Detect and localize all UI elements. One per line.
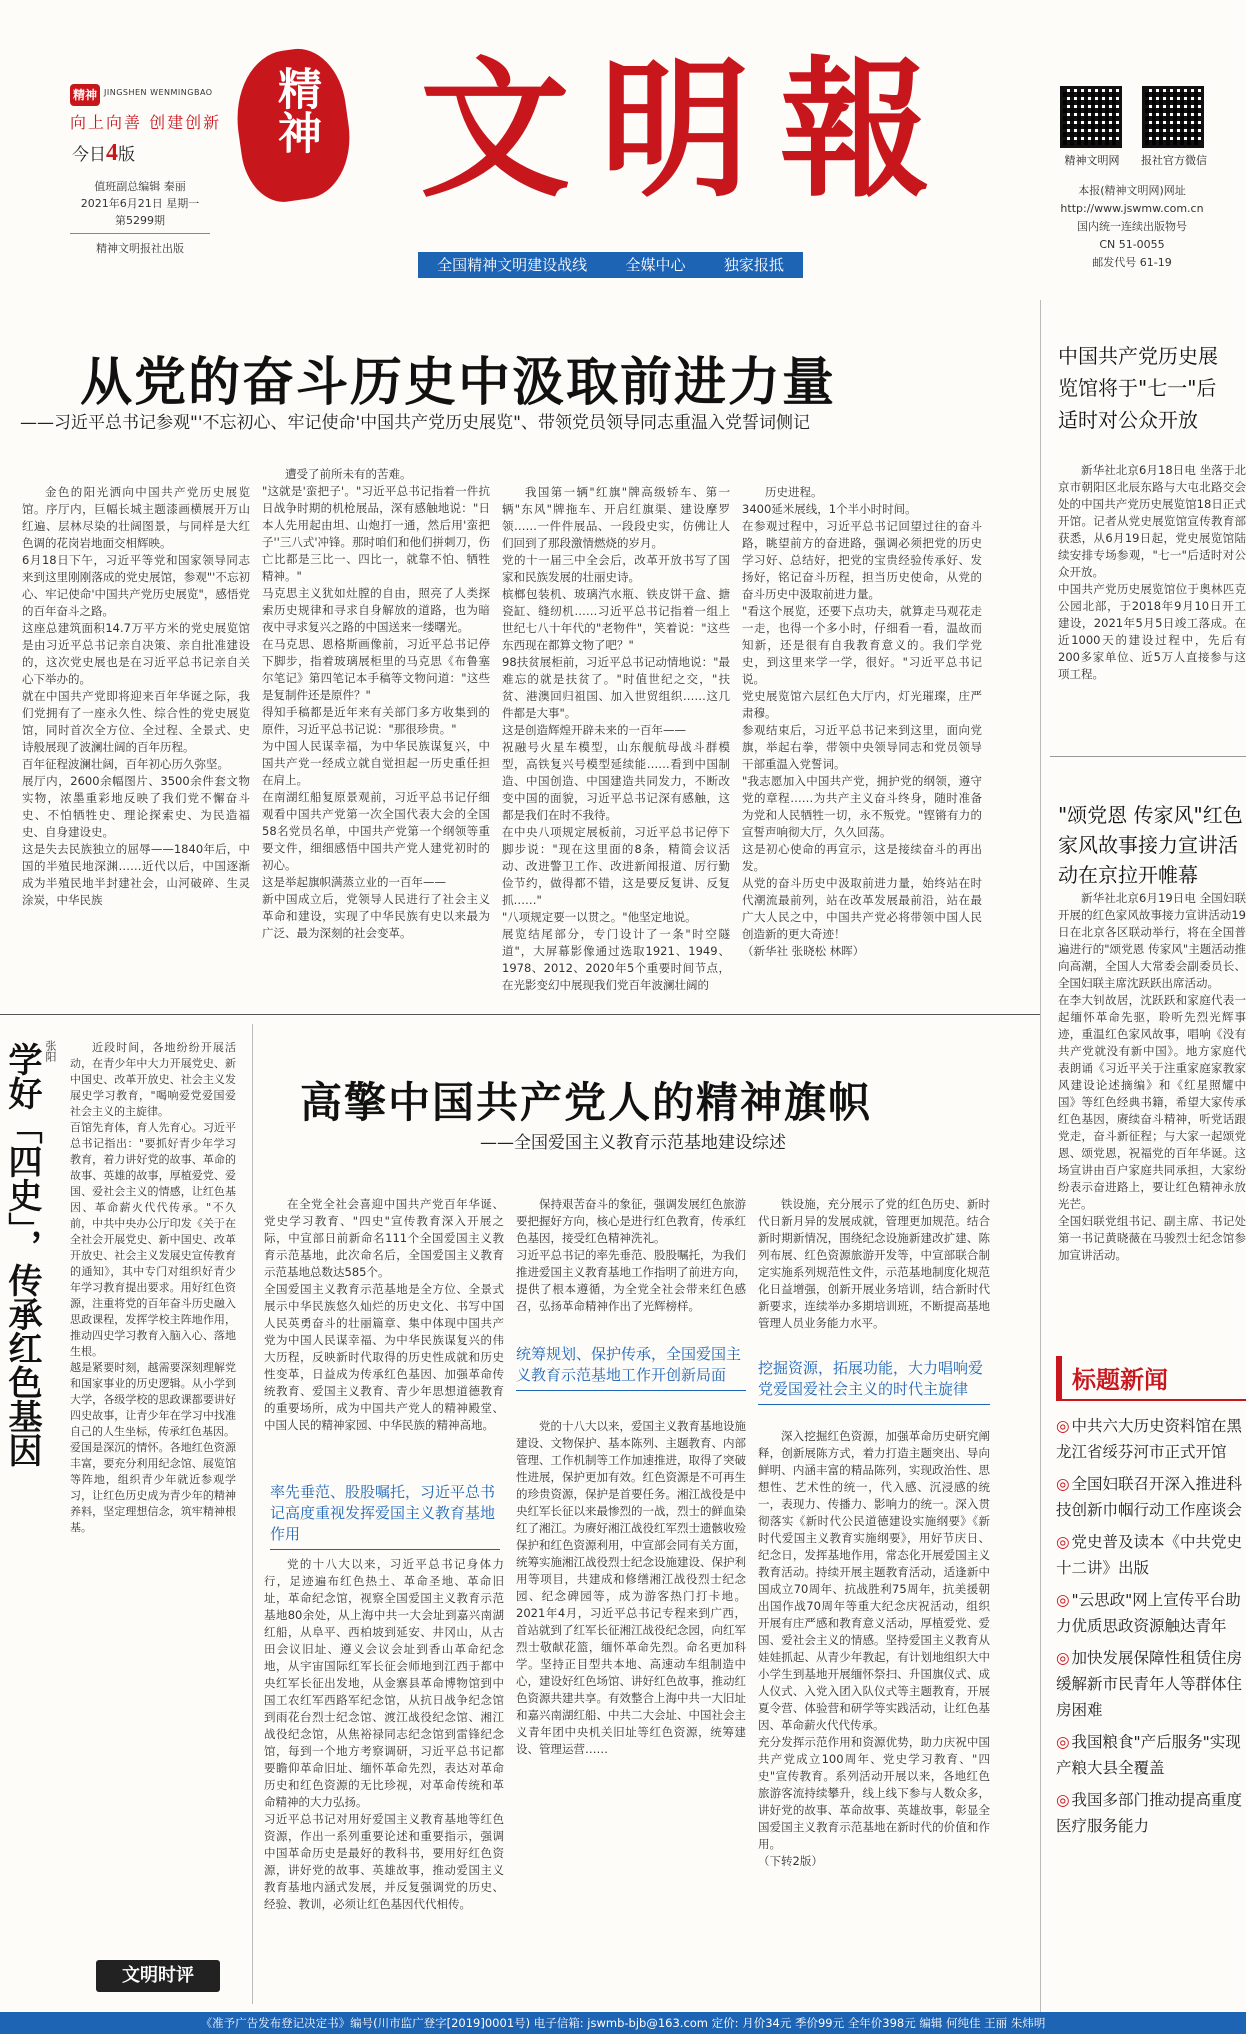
headline-news-title: 标题新闻 [1072, 1366, 1168, 1394]
second-col-1b: 党的十八大以来，习近平总书记身体力行，足迹遍布红色热土、革命圣地、革命旧址，革命纪念馆，视察全国爱国主义教育示范基地80余处，从上海中共一大会址到嘉兴南湖红船，从阜平、西柏坡到延安、井冈山，从古田会议旧址、遵义会议会址到香山革命纪念地，从宇宙国际红军长征会师地到江西于都中央红军长征出发地，从金寨县革命博物馆到中国工农红军西路军纪念馆，从抗日战争纪念馆到雨花台烈士纪念馆、渡江战役纪念馆、湘江战役纪念馆，从焦裕禄同志纪念馆到雷锋纪念馆，每到一个地方考察调研，习近平总书记都要瞻仰革命旧址、缅怀革命先烈，表达对革命历史和红色资源的无比珍视，对革命传统和革命精神的大力弘扬。 习近平总书记对用好爱国主义教育基地等红色资源，作出一系列重要论述和重要指示，强调中国革命历史是最好的教科书，要用好红色资源，讲好党的故事、英雄故事，推动爱国主义教育基地内涵式发展，并反复强调党的历史、经验、教训，必须让红色基因代代相传。 [264, 1557, 504, 1911]
headline-item-text: "云思政"网上宣传平台助力优质思政资源触达青年 [1056, 1591, 1241, 1635]
banner-item: 全媒中心 [625, 256, 686, 274]
section-divider [0, 1014, 1040, 1015]
today-issue [72, 140, 135, 167]
site-url[interactable]: http://www.jswmw.com.cn [1060, 202, 1204, 215]
circle-icon: ◎ [1056, 1475, 1070, 1493]
second-col-3b: 深入挖掘红色资源，加强革命历史研究阐释，创新展陈方式，着力打造主题突出、导向鲜明、内涵丰富的精品陈列，实现政治性、思想性、艺术性的统一，代入感、沉浸感的统一，表现力、传播力、影响力的统一。深入贯彻落实《新时代公民道德建设实施纲要》《新时代爱国主义教育实施纲要》，用好节庆日、纪念日，发挥基地作用，常态化开展爱国主义教育活动。持续开展主题教育活动，适逢新中国成立70周年、抗战胜利75周年，抗美援朝出国作战70周年等重大纪念庆祝活动，组织开展有庄严感和教育意义活动，厚植爱党、爱国、爱社会主义的情感。坚持爱国主义教育从娃娃抓起、从青少年教起，有计划地组织大中小学生到基地开展缅怀祭扫、升国旗仪式、成人仪式、入党入团入队仪式等主题教育，开展夏令营、体验营和研学等实践活动，让红色基因、革命薪火代代传承。 充分发挥示范作用和资源优势，助力庆祝中国共产党成立100周年、党史学习教育、"四史"宣传教育。系列活动开展以来，各地红色旅游客流持续攀升，线上线下参与人数众多，讲好党的故事、革命故事、英雄故事，彰显全国爱国主义教育示范基地在新时代的价值和作用。 （下转2版） [758, 1429, 990, 1868]
right-divider [1050, 756, 1246, 757]
site-info [1052, 182, 1212, 272]
second-col-1: 在全党全社会喜迎中国共产党百年华诞、党史学习教育、"四史"宣传教育深入开展之际，中宣部日前新命名111个全国爱国主义教育示范基地，此次命名后，全国爱国主义教育示范基地总数达585个。 全国爱国主义教育示范基地是全方位、全景式展示中华民族悠久灿烂的历史文化、书写中国人民英勇奋斗的壮丽篇章、集中体现中国共产党为中国人民谋幸福、为中华民族谋复兴的伟大历程，反映新时代取得的历史性成就和历史性变革，日益成为传承红色基因、加强革命传统教育、爱国主义教育、青少年思想道德教育的重要场所，成为中国共产党人的精神殿堂、中国人民的精神家园、中华民族的精神高地。 [264, 1197, 504, 1432]
editor: 值班副总编辑 秦丽 [94, 180, 186, 193]
headline-item[interactable] [1056, 1529, 1246, 1581]
commentary-column-logo: 文明时评 [96, 1960, 220, 1992]
headline-item[interactable] [1056, 1729, 1246, 1781]
date: 2021年6月21日 星期一 [80, 197, 200, 210]
brand-en: JINGSHEN WENMINGBAO [104, 88, 213, 97]
commentary-body: 近段时间，各地纷纷开展活动，在青少年中大力开展党史、新中国史、改革开放史、社会主义发展史学习教育，"喝响爱党爱国爱社会主义的主旋律。 百馆先育体，育人先育心。习近平总书记指出："要抓好青少年学习教育，着力讲好党的故事、革命的故事、英雄的故事，厚植爱党、爱国、爱社会主义的情感，让红色基因、革命薪火代代传承。"不久前，中共中央办公厅印发《关于在全社会开展党史、新中国史、改革开放史、社会主义发展史宣传教育的通知》，其中专门对组织好青少年学习教育提出要求。用好红色资源，注重将党的百年奋斗历史融入思政课程，发挥学校主阵地作用，推动四史学习教育入脑入心、落地生根。 越是紧要时刻，越需要深刻理解党和国家事业的历史逻辑。从小学到大学，各级学校的思政课都要讲好四史故事，让青少年在学习中找准自己的人生坐标，传承红色基因。 爱国是深沉的情怀。各地红色资源丰富，要充分利用纪念馆、展览馆等阵地，组织青少年就近参观学习，让红色历史成为青少年的精神养料，坚定理想信念，筑牢精神根基。 [70, 1041, 236, 1534]
headline-item[interactable] [1056, 1787, 1246, 1839]
site-info-line: 本报(精神文明网)网址 [1078, 184, 1186, 197]
headline-news-header [1056, 1356, 1246, 1401]
circle-icon: ◎ [1056, 1417, 1070, 1435]
footer-bar: 《准予广告发布登记决定书》编号(川市监广登字[2019]0001号) 电子信箱: jswmb-bjb@163.com 定价: 月价34元 季价99元 全年价398元 编辑 何纯佳 王丽 朱炜明 [0, 2012, 1246, 2034]
brand-logo: 精神 [70, 84, 100, 106]
headline-item-text: 加快发展保障性租赁住房 缓解新市民青年人等群体住房困难 [1056, 1649, 1243, 1719]
headline-item-text: 全国妇联召开深入推进科技创新巾帼行动工作座谈会 [1056, 1475, 1243, 1519]
qr-code-website[interactable] [1060, 86, 1122, 148]
issue: 第5299期 [115, 214, 165, 227]
site-info-line: 国内统一连续出版物号 [1077, 220, 1187, 233]
banner-item: 独家报抵 [723, 256, 784, 274]
column-divider [252, 1024, 253, 2004]
site-info-line: CN 51-0055 [1099, 238, 1165, 251]
right-story-2-body: 新华社北京6月19日电 全国妇联开展的红色家风故事接力宣讲活动19日在北京各区联动举行，将在全国普遍进行的"颂党恩 传家风"主题活动推向高潮，全国人大常委会副委员长、全国妇联主席沈跃跃出席活动。 在李大钊故居，沈跃跃和家庭代表一起缅怀革命先驱，聆听先烈光辉事迹，重温红色家风故事，唱响《没有共产党就没有新中国》。地方家庭代表朗诵《习近平关于注重家庭家教家风建设论述摘编》和《红星照耀中国》等红色经典书籍，希望大家传承红色基因，赓续奋斗精神，听党话跟党走，奋斗新征程；与大家一起颂党恩、颂党恩，祝福党的百年华诞。这场宣讲由百户家庭共同承担，大家纷纷表示奋进路上，要让红色精神永放光芒。 全国妇联党组书记、副主席、书记处第一书记黄晓薇在马骏烈士纪念馆参加宣讲活动。 [1058, 891, 1246, 1262]
second-title: 高擎中国共产党人的精神旗帜 [300, 1078, 873, 1127]
second-subtitle: ——全国爱国主义教育示范基地建设综述 [480, 1133, 786, 1153]
headline-item[interactable] [1056, 1587, 1246, 1639]
commentary-title: 学好「四史」，传承红色基因 [2, 1042, 42, 1467]
subhead-2: 统筹规划、保护传承，全国爱国主义教育示范基地工作开创新局面 [516, 1344, 746, 1391]
banner-item: 全国精神文明建设战线 [437, 256, 588, 274]
qr-label: 报社官方微信 [1141, 154, 1207, 167]
second-col-2: 保持艰苦奋斗的象征，强调发展红色旅游要把握好方向，核心是进行红色教育，传承红色基因，接受红色精神洗礼。 习近平总书记的率先垂范、股股嘱托，为我们推进爱国主义教育基地工作指明了前进方向，提供了根本遵循，为全党全社会带来红色感召，弘扬革命精神作出了光辉榜样。 [516, 1197, 746, 1313]
lead-column-3: 我国第一辆"红旗"牌高级轿车、第一辆"东风"牌拖车、开启红旗渠、建设摩罗领……一件件展品、一段段史实，仿佛让人们回到了那段激情燃烧的岁月。 党的十一届三中全会后，改革开放书写了国家和民族发展的壮丽史诗。 槟榔包装机、玻璃汽水瓶、铁皮饼干盒、搪瓷缸、缝纫机……习近平总书记指着一组上世纪七八十年代的"老物件"，笑着说："这些东西现在都算文物了吧？" 98扶贫展柜前，习近平总书记动情地说："最难忘的就是扶贫了。"时值世纪之交，"扶贫、港澳回归祖国、加入世贸组织……这几件都是大事"。 这是创造辉煌开辟未来的一百年—— 祝融号火星车模型，山东舰航母战斗群模型，高铁复兴号模型延续能……看到中国制造、中国创造、中国建造共同发力，不断改变中国的面貌，习近平总书记深有感触，这都是我们在时不我待。 在中央八项规定展板前，习近平总书记停下脚步说："现在这里面的8条，精简会议活动、改进警卫工作、改进新闻报道、厉行勤俭节约，做得都不错，这是要反复讲、反复抓……" "八项规定要一以贯之。"他坚定地说。 展览结尾部分，专门设计了一条"时空隧道"，大屏幕影像通过选取1921、1949、1978、2012、2020年5个重要时间节点，在光影变幻中展现我们党百年波澜壮阔的 [502, 485, 730, 992]
title-calligraphy-small: 精神 [270, 66, 321, 154]
right-story-1-body: 新华社北京6月18日电 坐落于北京市朝阳区北辰东路与大屯北路交会处的中国共产党历史展览馆18日正式开馆。记者从党史展览馆宣传教育部获悉，从6月19日起，党史展览馆陆续安排专场参观，"七一"后适时对公众开放。 中国共产党历史展览馆位于奥林匹克公园北部，于2018年9月10日开工建设，2021年5月5日竣工落成。在近1000天的建设过程中，先后有200多家单位、近5万人直接参与这项工程。 [1058, 463, 1246, 681]
qr-code-wechat[interactable] [1142, 86, 1204, 148]
masthead [0, 0, 1246, 280]
headline-item[interactable] [1056, 1413, 1246, 1465]
lead-column-4: 历史进程。 3400延米展线，1个半小时时间。 在参观过程中，习近平总书记回望过往的奋斗路，眺望前方的奋进路，强调必须把党的历史学习好、总结好，把党的宝贵经验传承好、发扬好，铭记奋斗历程，担当历史使命，从党的奋斗历史中汲取前进力量。 "看这个展览，还要下点功夫，就算走马观花走一走，也得一个多小时，仔细看一看，温故而知新，还是很有自我教育意义的。我们学党史，到这里来学一学，很好。"习近平总书记说。 党史展览馆六层红色大厅内，灯光璀璨，庄严肃穆。 参观结束后，习近平总书记来到这里，面向党旗，举起右拳，带领中央领导同志和党员领导干部重温入党誓词。 "我志愿加入中国共产党，拥护党的纲领，遵守党的章程……为共产主义奋斗终身，随时准备为党和人民牺牲一切，永不叛党。"铿锵有力的宣誓声响彻大厅，久久回荡。 这是初心使命的再宣示，这是接续奋斗的再出发。 从党的奋斗历史中汲取前进力量，始终站在时代潮流最前列，站在改革发展最前沿，站在最广大人民之中，中国共产党必将带领中国人民创造新的更大奇迹！ （新华社 张晓松 林晖） [742, 485, 982, 958]
publisher: 精神文明报社出版 [70, 233, 210, 257]
commentary-author: 张阳 [44, 1040, 57, 1062]
circle-icon: ◎ [1056, 1733, 1070, 1751]
right-story-2-title: "颂党恩 传家风"红色家风故事接力宣讲活动在京拉开帷幕 [1058, 803, 1243, 887]
column-divider [1040, 300, 1041, 2020]
title-calligraphy-big: 文明報 [420, 42, 961, 218]
blue-banner [418, 252, 803, 278]
headline-item-text: 中共六大历史资料馆在黑龙江省绥芬河市正式开馆 [1056, 1417, 1243, 1461]
circle-icon: ◎ [1056, 1591, 1070, 1609]
slogan: 向上向善 创建创新 [70, 113, 222, 132]
headline-item-text: 党史普及读本《中共党史十二讲》出版 [1056, 1533, 1243, 1577]
editor-info [70, 178, 210, 257]
headline-item-text: 我国粮食"产后服务"实现产粮大县全覆盖 [1056, 1733, 1241, 1777]
subhead-1: 率先垂范、股股嘱托，习近平总书记高度重视发挥爱国主义教育基地作用 [270, 1482, 500, 1550]
headline-item-text: 我国多部门推动提高重度医疗服务能力 [1056, 1791, 1243, 1835]
circle-icon: ◎ [1056, 1649, 1070, 1667]
circle-icon: ◎ [1056, 1791, 1070, 1809]
second-col-3: 铁设施，充分展示了党的红色历史、新时代日新月异的发展成就，管理更加规范。结合新时期新情况，围绕纪念设施新建改扩建、陈列布展、红色资源旅游开发等，中宣部联合制定实施系列规范性文件，示范基地制度化规范化日益增强，创新开展业务培训，结合新时代新要求，连续举办多期培训班，不断提高基地管理人员业务能力水平。 [758, 1197, 990, 1330]
lead-subtitle: ——习近平总书记参观"'不忘初心、牢记使命'中国共产党历史展览"、带领党员领导同志重温入党誓词侧记 [20, 413, 810, 433]
headline-news-box [1056, 1356, 1246, 1996]
lead-column-1: 金色的阳光洒向中国共产党历史展览馆。序厅内，巨幅长城主题漆画横展开万山红遍、层林尽染的壮阔图景，与同样是大红色调的花岗岩地面交相辉映。 6月18日下午，习近平等党和国家领导同志来到这里刚刚落成的党史展馆，参观"'不忘初心、牢记使命'中国共产党历史展览"，感悟党的百年奋斗之路。 这座总建筑面积14.7万平方米的党史展览馆是由习近平总书记亲自决策、亲自批准建设的，这次党史展也是在习近平总书记亲自关心下举办的。 就在中国共产党即将迎来百年华诞之际，我们党拥有了一座永久性、综合性的党史展览馆，同时首次全方位、全过程、全景式、史诗般展现了波澜壮阔的百年历程。 百年征程波澜壮阔，百年初心历久弥坚。 展厅内，2600余幅图片、3500余件套文物实物，浓墨重彩地反映了我们党不懈奋斗史、不怕牺牲史、理论探索史、为民造福史、自身建设史。 这是失去民族独立的屈辱——1840年后，中国的半殖民地深渊……近代以后，中国逐渐成为半殖民地半封建社会，山河破碎、生灵涂炭，中华民族 [22, 485, 250, 907]
second-col-2b: 党的十八大以来，爱国主义教育基地设施建设、文物保护、基本陈列、主题教育、内部管理、工作机制等工作加速推进，取得了突破性进展，保护更加有效。红色资源是不可再生的珍贵资源，保护是首要任务。湘江战役是中央红军长征以来最惨烈的一战，烈士的鲜血染红了湘江。为赓好湘江战役红军烈士遗骸收殓保护和红色资源利用，中宣部会同有关方面，统筹实施湘江战役烈士纪念设施建设、保护利用等项目，共建成和修缮湘江战役烈士纪念园、纪念碑园等，成为游客热门打卡地。2021年4月，习近平总书记专程来到广西，首站就到了红军长征湘江战役纪念园，向红军烈士敬献花篮，缅怀革命先烈。命名更加科学。坚持正目型共本地、高速动车组制造中心，建设好红色场馆、讲好红色故事，推动红色资源共建共享。有效整合上海中共一大旧址和嘉兴南湖红船、中共二大会址、中国社会主义青年团中央机关旧址等红色资源，统筹建设、管理运营…… [516, 1419, 746, 1756]
site-info-line: 邮发代号 61-19 [1092, 256, 1172, 269]
today-count: 4 [106, 140, 118, 166]
lead-column-2: 遭受了前所未有的苦难。 "这就是'蛮把子'。"习近平总书记指着一件抗日战争时期的机枪展品，深有感触地说："日本人先用起由坦、山炮打一通，然后用'蛮把子''三八式'冲锋。那时咱们和他们拼刺刀，伤亡比都是三比一、四比一，就靠不怕、牺牲精神。" 马克思主义犹如灶膛的自由，照亮了人类探索历史规律和寻求自身解放的道路，也为暗夜中寻求复兴之路的中国送来一缕曙光。 在马克思、恩格斯画像前，习近平总书记停下脚步，指着玻璃展柜里的马克思《布鲁塞尔笔记》第四笔记本手稿等文物问道："这些是复制件还是原件？" 得知手稿都是近年来有关部门多方收集到的原件，习近平总书记说："那很珍贵。" 为中国人民谋幸福，为中华民族谋复兴，中国共产党一经成立就自觉担起一历史重任担在肩上。 在南湖红船复原景观前，习近平总书记仔细观看中国共产党第一次全国代表大会的全国58名党员名单，中国共产党第一个纲领等重要文件，细细感悟中国共产党人建党初时的初心。 这是举起旗帜满蒸立业的一百年—— 新中国成立后，党领导人民进行了社会主义革命和建设，实现了中华民族有史以来最为广泛、最为深刻的社会变革。 [262, 467, 490, 940]
headline-item[interactable] [1056, 1471, 1246, 1523]
qr-label: 精神文明网 [1064, 154, 1120, 167]
subhead-3: 挖掘资源，拓展功能，大力唱响爱党爱国爱社会主义的时代主旋律 [758, 1358, 990, 1405]
circle-icon: ◎ [1056, 1533, 1070, 1551]
headline-item[interactable] [1056, 1645, 1246, 1723]
lead-title: 从党的奋斗历史中汲取前进力量 [80, 353, 837, 413]
today-suffix: 版 [118, 145, 135, 165]
today-label: 今日 [72, 145, 106, 165]
right-story-1-title: 中国共产党历史展览馆将于"七一"后适时对公众开放 [1058, 344, 1218, 432]
